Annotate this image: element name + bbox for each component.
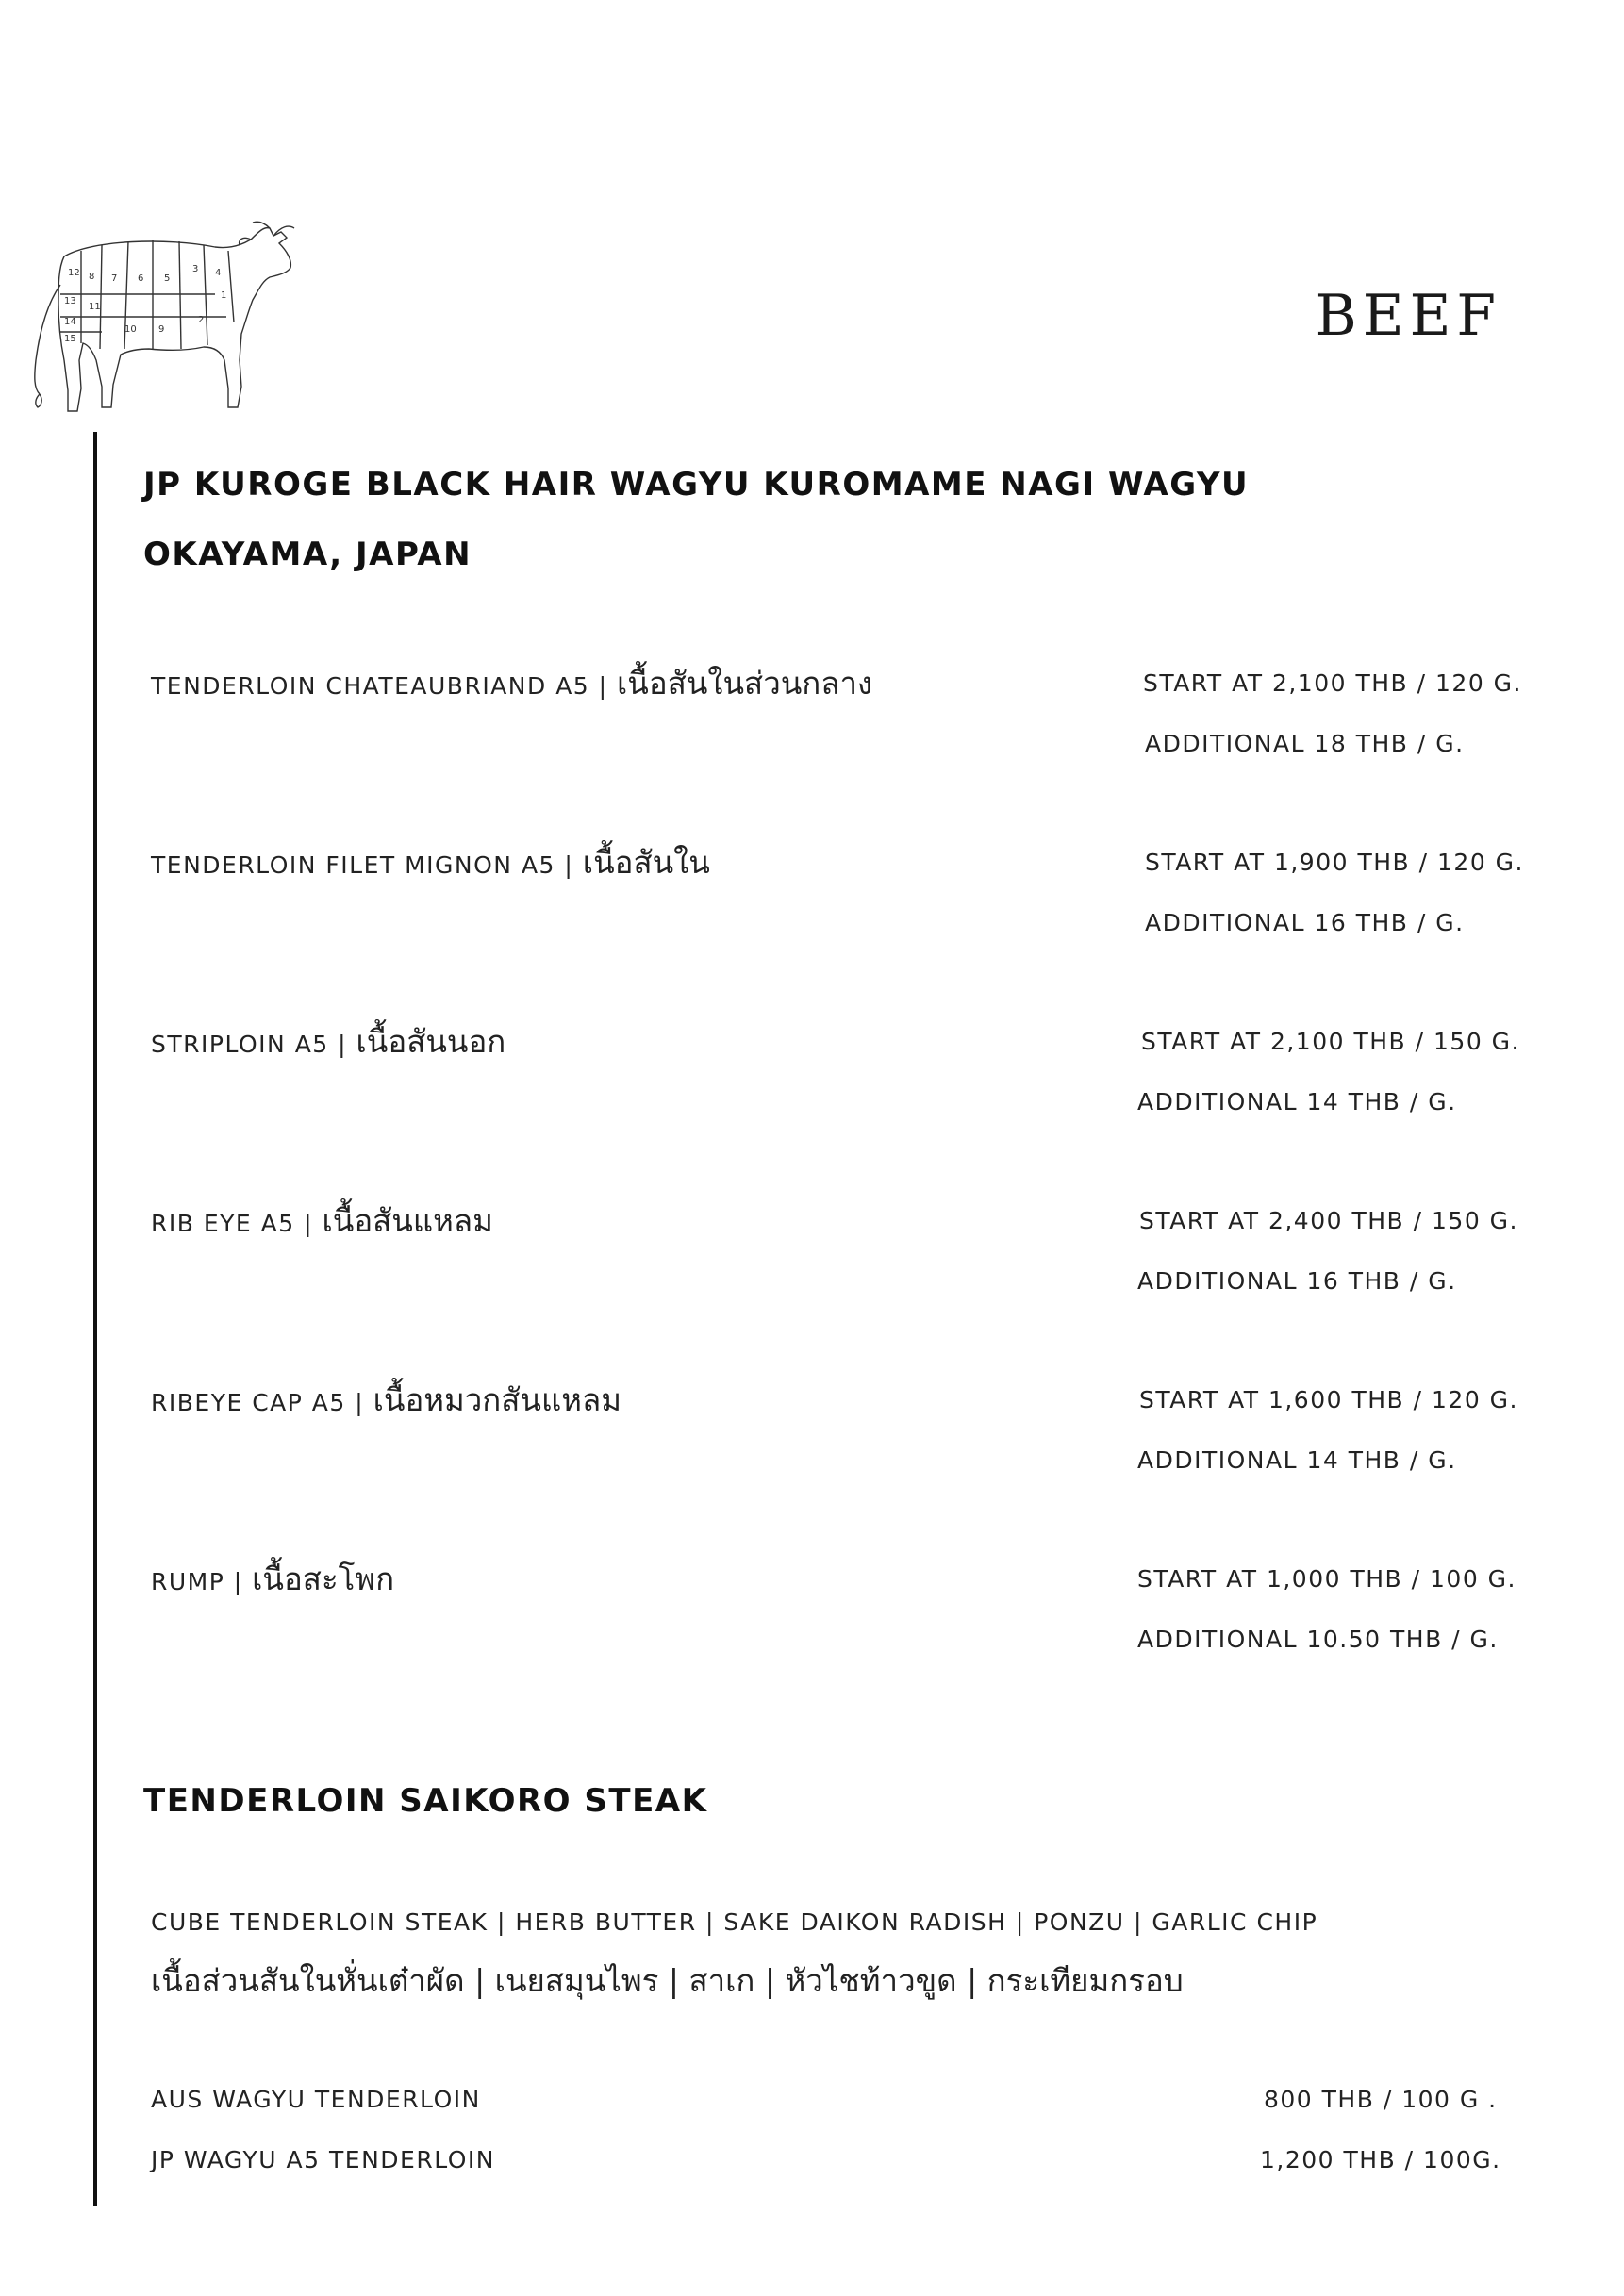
menu-item-name-th: เนื้อสะโพก <box>252 1561 395 1597</box>
section-title: TENDERLOIN SAIKORO STEAK <box>143 1782 708 1820</box>
menu-item-name-en: TENDERLOIN CHATEAUBRIAND A5 | <box>151 672 618 700</box>
menu-item-name <box>151 1375 621 1425</box>
menu-item-name-th: เนื้อสันแหลม <box>322 1202 493 1239</box>
cut-number: 13 <box>64 296 76 306</box>
cut-number: 14 <box>64 317 76 327</box>
menu-item-name <box>151 1016 505 1066</box>
menu-item-additional: ADDITIONAL 14 THB / G. <box>1137 1446 1457 1474</box>
cut-number: 10 <box>124 324 137 335</box>
menu-item-name-en: RIBEYE CAP A5 | <box>151 1389 373 1416</box>
menu-item-price: START AT 1,000 THB / 100 G. <box>1137 1565 1516 1593</box>
menu-item-name-th: เนื้อหมวกสันแหลม <box>373 1381 621 1418</box>
cut-number: 2 <box>198 315 205 325</box>
menu-item-name <box>151 658 872 708</box>
cut-number: 6 <box>138 273 144 284</box>
menu-item-price: START AT 2,400 THB / 150 G. <box>1139 1207 1518 1234</box>
cow-cuts-illustration <box>26 219 298 424</box>
menu-item-additional: ADDITIONAL 10.50 THB / G. <box>1137 1626 1499 1653</box>
section-title: JP KUROGE BLACK HAIR WAGYU KUROMAME NAGI WAGYU <box>143 466 1250 504</box>
menu-item-name <box>151 1554 394 1604</box>
menu-item-name: AUS WAGYU TENDERLOIN <box>151 2086 481 2113</box>
menu-item-price: START AT 1,900 THB / 120 G. <box>1145 849 1524 876</box>
menu-item-name-en: STRIPLOIN A5 | <box>151 1031 356 1058</box>
cut-number: 8 <box>89 272 95 282</box>
cut-number: 12 <box>68 268 80 278</box>
cut-number: 7 <box>111 273 118 284</box>
cut-number: 1 <box>221 290 227 301</box>
menu-item-name-en: RIB EYE A5 | <box>151 1210 323 1237</box>
menu-item-price: 800 THB / 100 G . <box>1264 2086 1498 2113</box>
menu-item-additional: ADDITIONAL 14 THB / G. <box>1137 1088 1457 1115</box>
cut-number: 11 <box>89 302 101 312</box>
section-subtitle: OKAYAMA, JAPAN <box>143 536 472 573</box>
page-title: BEEF <box>1315 283 1501 349</box>
cut-number: 9 <box>158 324 165 335</box>
menu-item-name-th: เนื้อสันในส่วนกลาง <box>617 665 873 702</box>
dish-description-en: CUBE TENDERLOIN STEAK | HERB BUTTER | SAKE DAIKON RADISH | PONZU | GARLIC CHIP <box>151 1908 1318 1936</box>
menu-item-name <box>151 1196 493 1246</box>
cut-number: 15 <box>64 334 76 344</box>
menu-item-name-th: เนื้อสันนอก <box>356 1023 506 1060</box>
menu-item-price: 1,200 THB / 100G. <box>1260 2146 1501 2173</box>
menu-item-name-en: RUMP | <box>151 1568 253 1595</box>
menu-item-price: START AT 2,100 THB / 150 G. <box>1141 1028 1520 1055</box>
menu-item-additional: ADDITIONAL 18 THB / G. <box>1145 730 1465 757</box>
menu-item-name-th: เนื้อสันใน <box>582 844 710 881</box>
menu-item-additional: ADDITIONAL 16 THB / G. <box>1145 909 1465 936</box>
vertical-divider <box>93 432 97 2206</box>
cut-number: 3 <box>192 264 199 274</box>
menu-item-price: START AT 2,100 THB / 120 G. <box>1143 669 1522 697</box>
cut-number: 5 <box>164 273 171 284</box>
menu-item-additional: ADDITIONAL 16 THB / G. <box>1137 1267 1457 1295</box>
dish-description-th: เนื้อส่วนสันในหั่นเต๋าผัด | เนยสมุนไพร | สาเก | หัวไชท้าวขูด | กระเทียมกรอบ <box>151 1962 1184 1999</box>
menu-item-price: START AT 1,600 THB / 120 G. <box>1139 1386 1518 1413</box>
menu-item-name-en: TENDERLOIN FILET MIGNON A5 | <box>151 851 583 879</box>
cut-number: 4 <box>215 268 222 278</box>
menu-item-name: JP WAGYU A5 TENDERLOIN <box>151 2146 495 2173</box>
menu-item-name <box>151 837 710 887</box>
